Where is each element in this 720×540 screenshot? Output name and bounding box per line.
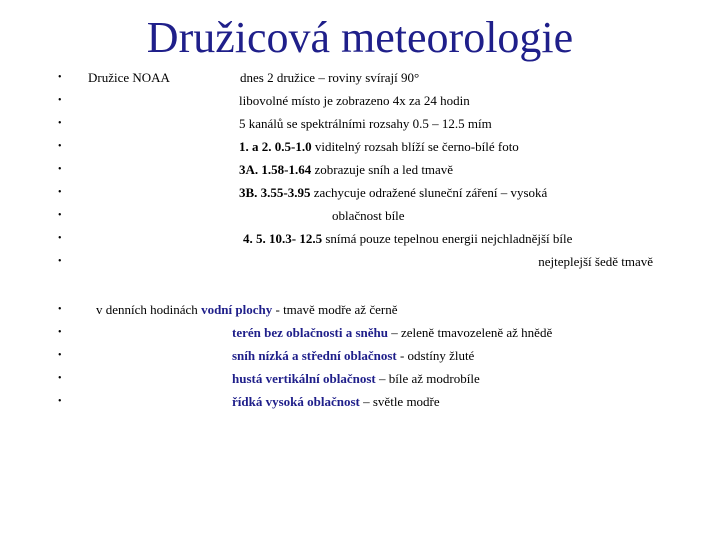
day-term: řídká vysoká oblačnost [232,394,360,409]
bullet: • [58,327,62,338]
day-desc: – zeleně tmavozeleně až hnědě [388,325,553,340]
noaa-label: Družice NOAA [88,70,170,85]
channel-desc: snímá pouze tepelnou energii nejchladnější bíle [322,231,573,246]
channel-range: 4. 5. 10.3- 12.5 [243,231,323,246]
noaa-line-0: dnes 2 družice – roviny svírají 90° [240,70,420,85]
noaa-line-2: 5 kanálů se spektrálními rozsahy 0.5 – 12.5 mím [239,116,492,131]
channel-desc: viditelný rozsah blíží se černo-bílé foto [311,139,519,154]
bullet: • [58,396,62,407]
day-term: vodní plochy [201,302,273,317]
bullet: • [58,350,62,361]
bullet: • [58,187,62,198]
bullet: • [58,72,62,83]
channel-range: 1. a 2. 0.5-1.0 [239,139,312,154]
noaa-line-3 [239,135,519,158]
bullet: • [58,118,62,129]
channel-desc: zobrazuje sníh a led tmavě [311,162,454,177]
bullet: • [58,210,62,221]
day-line-1 [232,321,552,344]
bullet: • [58,304,62,315]
day-line-3 [232,367,480,390]
noaa-line-8: nejteplejší šedě tmavě [538,254,653,269]
page-title: Družicová meteorologie [146,13,574,62]
bullet: • [58,373,62,384]
noaa-line-6: oblačnost bíle [332,208,405,223]
noaa-line-5 [239,181,547,204]
day-term: hustá vertikální oblačnost [232,371,376,386]
bullet: • [58,233,62,244]
noaa-line-1: libovolné místo je zobrazeno 4x za 24 hodin [239,93,470,108]
noaa-line-4 [239,158,453,181]
day-desc: – bíle až modrobíle [375,371,480,386]
bullet: • [58,141,62,152]
day-line-2 [232,344,474,367]
day-line-0 [96,298,397,321]
bullet: • [58,256,62,267]
bullet: • [58,95,62,106]
noaa-line-7 [243,227,572,250]
bullet: • [58,164,62,175]
day-line-4 [232,390,440,413]
day-term: sníh nízká a střední oblačnost [232,348,397,363]
day-intro: v denních hodinách [96,302,202,317]
day-desc: - odstíny žluté [396,348,475,363]
day-desc: – světle modře [359,394,440,409]
channel-range: 3A. 1.58-1.64 [239,162,312,177]
day-term: terén bez oblačnosti a sněhu [232,325,388,340]
day-desc: - tmavě modře až černě [272,302,398,317]
channel-desc: zachycuje odražené sluneční záření – vysoká [310,185,548,200]
channel-range: 3B. 3.55-3.95 [239,185,311,200]
